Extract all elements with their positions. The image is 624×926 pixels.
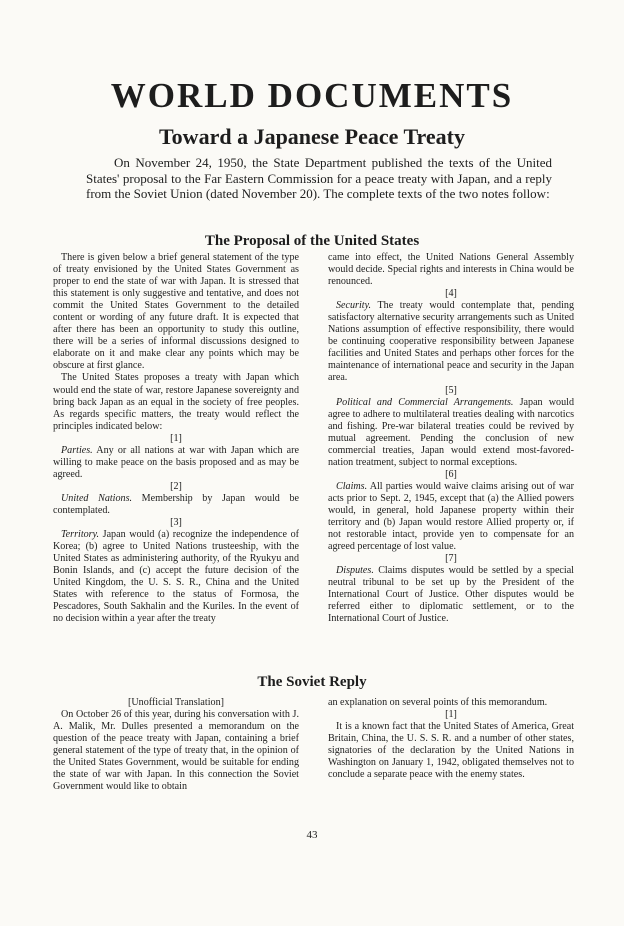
section-number: [1] [170,432,182,444]
section-number: [3] [170,517,182,529]
section-number: [2] [170,480,182,492]
paragraph [328,397,574,469]
reply-left-column [53,697,299,793]
paragraph [53,445,299,481]
section-text: Japan would (a) recognize the independence of Korea; (b) agree to United Nations trusteeship, with the United States as administering authority, of the Ryukyu and Bonin Islands, and (c) accept the future decision of the United Kingdom, the U. S. S. R., China and the United States with reference to the status of Formosa, the Pescadores, South Sakhalin and the Kuriles. In the event of no decision within a year after the treaty [53,529,299,625]
paragraph: an explanation on several points of this memorandum. [328,697,548,708]
paragraph [53,493,299,517]
section-title: Claims. [336,480,368,492]
paragraph: It is a known fact that the United States of America, Great Britain, China, the U. S. S. R. and a number of other states, signatories of the declaration by the United Nations in Washington on January 1, 1942, obligated themselves not to conclude a separate peace with the enemy states. [328,721,574,781]
reply-right-column [328,697,574,781]
paragraph: The United States proposes a treaty with Japan which would end the state of war, restore Japanese sovereignty and bring back Japan as an equal in the society of free peoples. As regards specific matters, the treaty would reflect the principles indicated below: [53,372,299,432]
section-number: [1] [445,709,457,721]
section-text: Any or all nations at war with Japan which are willing to make peace on the basis proposed and as may be agreed. [53,444,299,480]
proposal-heading: The Proposal of the United States [204,233,420,249]
paragraph: On October 26 of this year, during his conversation with J. A. Malik, Mr. Dulles presented a memorandum on the question of the peace treaty with Japan, containing a brief general statement of the type of treaty that, in the opinion of the United States Government, would be suitable for ending the state of war with Japan. In this connection the Soviet Government would like to obtain [53,709,299,793]
masthead: WORLD DOCUMENTS [110,76,514,115]
proposal-right-column [328,252,574,625]
section-title: Security. [336,300,372,312]
translation-note: [Unofficial Translation] [128,697,224,708]
section-text: The treaty would contemplate that, pending satisfactory alternative security arrangements such as United Nations assumption of effective responsibility, there would be continuing cooperative responsibility between Japanese facilities and United States and perhaps other forces for the maintenance of international peace and security in the Japan area. [328,300,574,384]
paragraph: There is given below a brief general statement of the type of treaty envisioned by the United States Government as proper to end the state of war with Japan. It is stressed that this statement is only suggestive and tentative, and does not commit the United States Government to the detailed content or wording of any future draft. It is expected that after there has been an opportunity to study this outline, there will be a series of informal discussions designed to elaborate on it and make clear any points which may be obscure at first glance. [53,252,299,372]
section-number: [7] [445,553,457,565]
section-text: Japan would agree to adhere to multilateral treaties dealing with narcotics and fishing. Pre-war bilateral treaties could be revived by mutual agreement. Pending the conclusion of new commercial treaties, Japan would extend most-favored-nation treatment, subject to normal exceptions. [328,396,574,468]
section-title: Territory. [61,529,100,541]
paragraph [328,300,574,384]
paragraph [53,529,299,625]
intro-paragraph: On November 24, 1950, the State Department published the texts of the United States' proposal to the Far Eastern Commission for a peace treaty with Japan, and a reply from the Soviet Union (dated November 20). The complete texts of the two notes follow: [86,155,552,202]
section-number: [4] [445,288,457,300]
proposal-left-column [53,252,299,625]
section-text: All parties would waive claims arising out of war acts prior to Sept. 2, 1945, except that (a) the Allied powers would, in general, hold Japanese property within their territory and (b) Japan would restore Allied property or, if not restorable intact, provide yen to compensate for an agreed percentage of lost value. [328,480,574,553]
section-title: Disputes. [336,565,374,577]
section-text: Membership by Japan would be contemplated. [53,492,299,516]
section-text: Claims disputes would be settled by a special neutral tribunal to be set up by the President of the International Court of Justice. Other disputes would be referred either to diplomatic settlement, or to the International Court of Justice. [328,565,574,625]
section-number: [6] [445,468,457,480]
reply-heading: The Soviet Reply [257,674,367,690]
paragraph [328,565,574,625]
section-number: [5] [445,384,457,396]
section-title: United Nations. [61,492,133,504]
paragraph: came into effect, the United Nations General Assembly would decide. Special rights and interests in China would be renounced. [328,252,574,288]
paragraph [328,481,574,553]
page-number: 43 [306,829,318,841]
section-title: Parties. [61,444,93,456]
article-title: Toward a Japanese Peace Treaty [159,124,465,149]
section-title: Political and Commercial Arrangements. [336,396,514,408]
